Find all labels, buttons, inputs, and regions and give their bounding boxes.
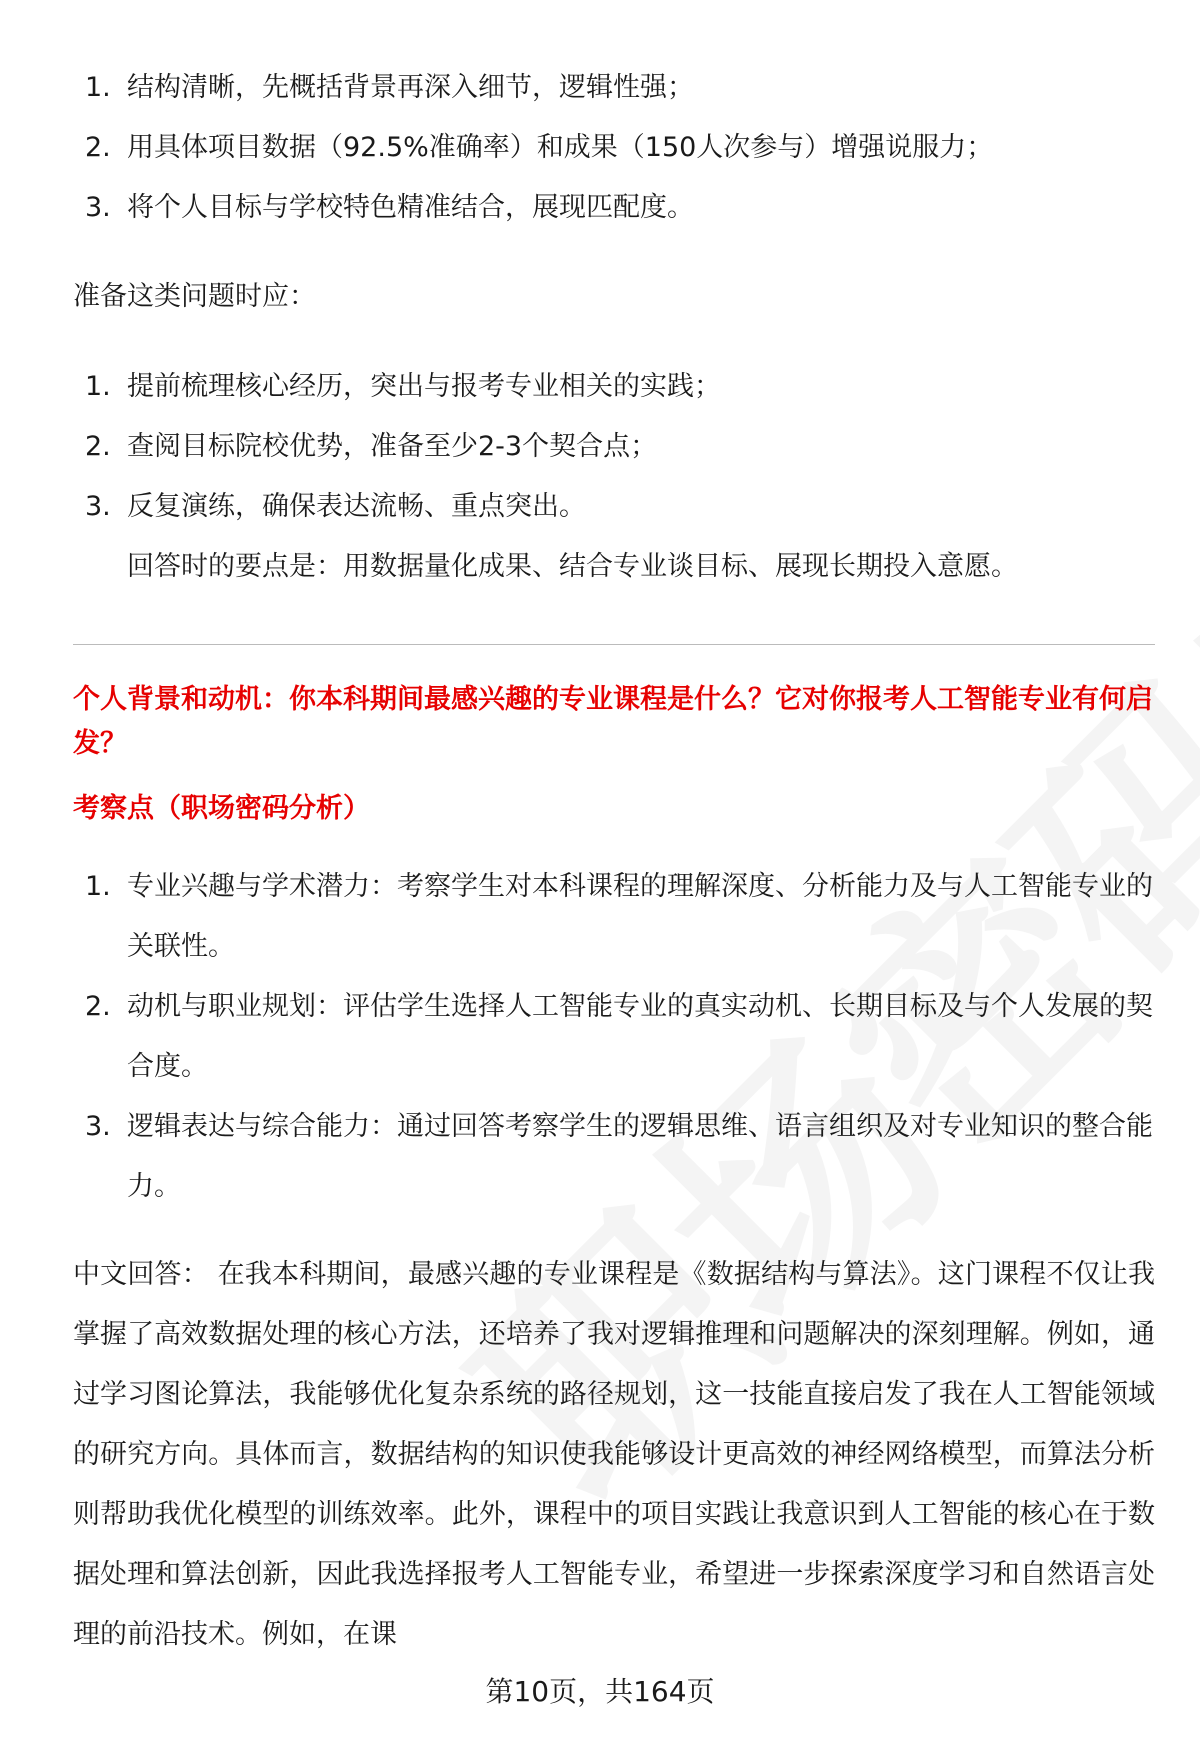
list-item: 2. 动机与职业规划：评估学生选择人工智能专业的真实动机、长期目标及与个人发展的契合度。 <box>85 991 1153 1082</box>
list-item: 2. 查阅目标院校优势，准备至少2-3个契合点； <box>85 431 658 462</box>
list-item: 1. 结构清晰，先概括背景再深入细节，逻辑性强； <box>85 72 694 103</box>
question-title: 个人背景和动机：你本科期间最感兴趣的专业课程是什么？它对你报考人工智能专业有何启发？ <box>73 684 1153 759</box>
summary-list <box>73 58 1155 238</box>
list-item: 3. 反复演练，确保表达流畅、重点突出。 <box>85 491 586 522</box>
answer-paragraph: 中文回答： 在我本科期间，最感兴趣的专业课程是《数据结构与算法》。这门课程不仅让我掌握了高效数据处理的核心方法，还培养了我对逻辑推理和问题解决的深刻理解。例如，通过学习图论算法，我能够优化复杂系统的路径规划，这一技能直接启发了我在人工智能领域的研究方向。具体而言，数据结构的知识使我能够设计更高效的神经网络模型，而算法分析则帮助我优化模型的训练效率。此外，课程中的项目实践让我意识到人工智能的核心在于数据处理和算法创新，因此我选择报考人工智能专业，希望进一步探索深度学习和自然语言处理的前沿技术。例如，在课 <box>73 1259 1155 1650</box>
list-item: 1. 提前梳理核心经历，突出与报考专业相关的实践； <box>85 371 721 402</box>
prep-heading: 准备这类问题时应： <box>73 281 316 312</box>
prep-note: 回答时的要点是：用数据量化成果、结合专业谈目标、展现长期投入意愿。 <box>127 551 1018 582</box>
exam-list <box>73 857 1155 1217</box>
document-page <box>73 0 1155 1755</box>
list-item: 3. 逻辑表达与综合能力：通过回答考察学生的逻辑思维、语言组织及对专业知识的整合能力。 <box>85 1111 1153 1202</box>
list-item: 1. 专业兴趣与学术潜力：考察学生对本科课程的理解深度、分析能力及与人工智能专业的关联性。 <box>85 871 1153 962</box>
list-item: 3. 将个人目标与学校特色精准结合，展现匹配度。 <box>85 192 694 223</box>
page-footer: 第10页，共164页 <box>485 1675 715 1708</box>
exam-heading: 考察点（职场密码分析） <box>73 793 370 824</box>
section-divider <box>73 644 1155 645</box>
prep-list <box>73 357 1155 537</box>
list-item: 2. 用具体项目数据（92.5%准确率）和成果（150人次参与）增强说服力； <box>85 132 994 163</box>
